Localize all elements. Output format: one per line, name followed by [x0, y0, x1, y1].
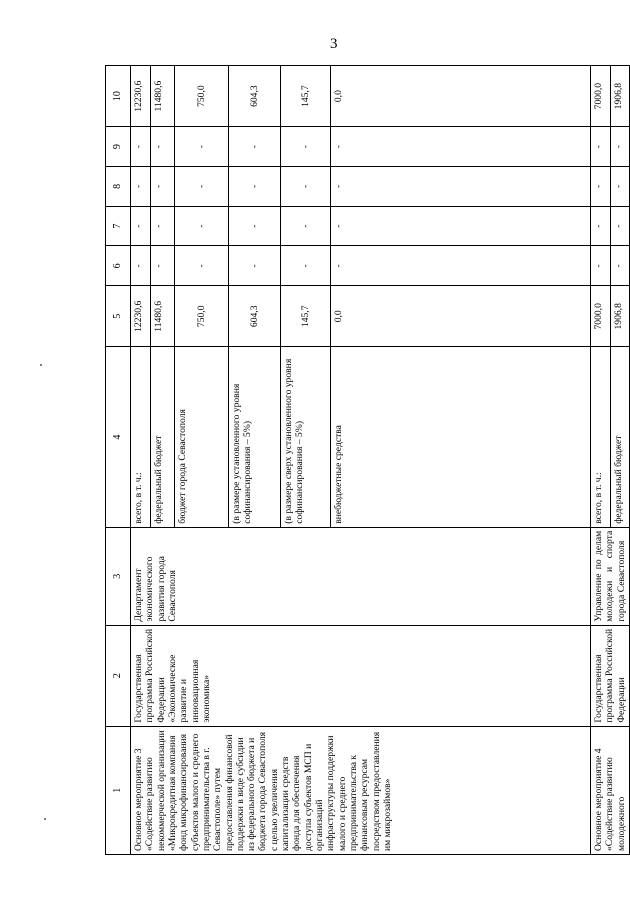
value-cell: - — [131, 127, 151, 167]
event3-executor: Департамент экономического развития города Севастополя — [131, 527, 591, 625]
source-cell: (в размере установленного уровня софинансирования – 5%) — [229, 347, 281, 527]
value-cell: - — [331, 246, 591, 286]
event4-description: Основное мероприятие 4 «Содействие развитию молодежного — [591, 726, 630, 854]
value-cell: 750,0 — [175, 286, 229, 347]
value-cell: 1906,8 — [611, 66, 630, 127]
header-row — [106, 66, 131, 855]
value-cell: 12230,6 — [131, 66, 151, 127]
page-number: 3 — [330, 36, 338, 52]
col-header: 4 — [106, 347, 131, 527]
value-cell: 604,3 — [229, 66, 281, 127]
value-cell: 0,0 — [331, 66, 591, 127]
table-row — [591, 66, 611, 855]
value-cell: - — [611, 127, 630, 167]
value-cell: - — [591, 246, 611, 286]
event3-program: Государственная программа Российской Федерации «Экономическое развитие и инновационная экономика» — [131, 625, 591, 726]
col-header: 5 — [106, 286, 131, 347]
value-cell: - — [229, 246, 281, 286]
col-header: 7 — [106, 206, 131, 246]
value-cell: - — [281, 166, 331, 206]
value-cell: - — [591, 166, 611, 206]
col-header: 2 — [106, 625, 131, 726]
value-cell: 604,3 — [229, 286, 281, 347]
value-cell: - — [611, 166, 630, 206]
col-header: 6 — [106, 246, 131, 286]
value-cell: - — [331, 206, 591, 246]
col-header: 8 — [106, 166, 131, 206]
value-cell: - — [281, 206, 331, 246]
value-cell: - — [331, 166, 591, 206]
value-cell: - — [611, 246, 630, 286]
scan-speck — [44, 818, 46, 820]
value-cell: - — [131, 206, 151, 246]
value-cell: 11480,6 — [151, 286, 175, 347]
value-cell: 12230,6 — [131, 286, 151, 347]
value-cell: - — [151, 166, 175, 206]
col-header: 10 — [106, 66, 131, 127]
value-cell: 7000,0 — [591, 66, 611, 127]
value-cell: - — [281, 246, 331, 286]
value-cell: 11480,6 — [151, 66, 175, 127]
value-cell: - — [611, 206, 630, 246]
value-cell: - — [175, 206, 229, 246]
value-cell: - — [131, 246, 151, 286]
source-cell: бюджет города Севастополя — [175, 347, 229, 527]
value-cell: - — [281, 127, 331, 167]
value-cell: - — [131, 166, 151, 206]
event4-program: Государственная программа Российской Федерации — [591, 625, 630, 726]
source-cell: федеральный бюджет — [611, 347, 630, 527]
value-cell: - — [175, 166, 229, 206]
value-cell: - — [331, 127, 591, 167]
value-cell: 7000,0 — [591, 286, 611, 347]
value-cell: - — [151, 127, 175, 167]
budget-table-rotated — [105, 65, 627, 855]
source-cell: всего, в т. ч.: — [591, 347, 611, 527]
value-cell: - — [229, 206, 281, 246]
value-cell: - — [151, 206, 175, 246]
value-cell: 750,0 — [175, 66, 229, 127]
source-cell: всего, в т. ч.: — [131, 347, 151, 527]
value-cell: - — [175, 246, 229, 286]
budget-table — [105, 65, 630, 855]
value-cell: 145,7 — [281, 286, 331, 347]
event3-description: Основное мероприятие 3 «Содействие развитию некоммерческой организации «Микрокредитная компания фонд микрофинансирования субъектов малого и среднего предпринимательства в г. Севастополе» путем предоставления финансовой поддержки в виде субсидии из федерального бюджета и бюджета города Севастополя с целью увеличения капитализации средств фонда для обеспечения доступа субъектов МСП и организаций инфраструктуры поддержки малого и среднего предпринимательства к финансовым ресурсам посредством предоставления им микрозаймов» — [131, 726, 591, 854]
value-cell: - — [151, 246, 175, 286]
source-cell: федеральный бюджет — [151, 347, 175, 527]
source-cell: (в размере сверх установленного уровня софинансирования – 5%) — [281, 347, 331, 527]
value-cell: - — [229, 127, 281, 167]
event4-executor: Управление по делам молодежи и спорта города Севастополя — [591, 527, 630, 625]
source-cell: внебюджетные средства — [331, 347, 591, 527]
col-header: 1 — [106, 726, 131, 854]
value-cell: - — [229, 166, 281, 206]
value-cell: - — [591, 206, 611, 246]
value-cell: - — [591, 127, 611, 167]
value-cell: 145,7 — [281, 66, 331, 127]
col-header: 3 — [106, 527, 131, 625]
table-row — [131, 66, 151, 855]
col-header: 9 — [106, 127, 131, 167]
scan-speck — [40, 364, 42, 366]
value-cell: - — [175, 127, 229, 167]
value-cell: 0,0 — [331, 286, 591, 347]
value-cell: 1906,8 — [611, 286, 630, 347]
